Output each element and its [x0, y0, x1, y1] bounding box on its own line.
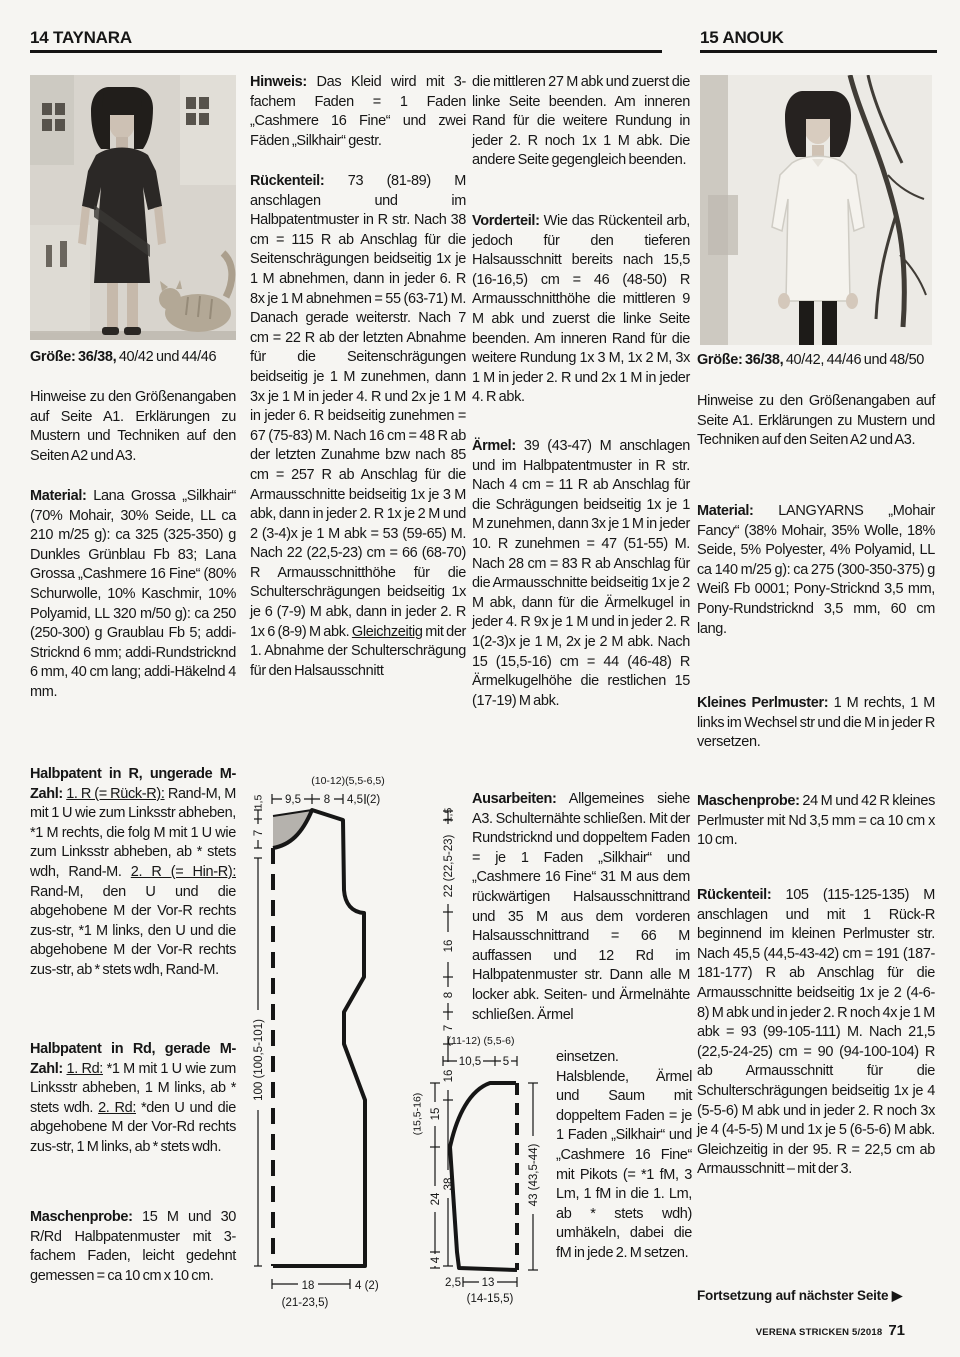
back-label: Rückenteil:: [250, 173, 325, 189]
body-top-note: (10-12)(5,5-6,5): [311, 775, 385, 787]
sleeve-schematic: [405, 1030, 575, 1320]
cuff-inset: 2,5: [445, 1277, 461, 1289]
taynara-back-continuation: die mittleren 27 M abk und zuerst die linke Seite beenden. Am inneren Rand für die weitere Rundung in jeder 2. R noch 1x 1 M abk. Die andere Seite gegengleich beenden.: [472, 74, 690, 169]
material-text: Lana Grossa „Silkhair“ (70% Mohair, 30% Seide, LL ca 210 m/25 g): ca 325 (325-350) g Dunkles Grünblau Fb 83; Lana Grossa „Cashmere 16 Fine“ (80% Schurwolle, 10% Kaschmir, 10% Polyamid, LL 320 m/50 g): ca 250 (250-300) g Graublau Fb 5; addi-Stricknd 6 mm; addi-Rundstricknd 6 mm, 40 cm lang; addi-Häkelnd 4 mm.: [30, 488, 236, 700]
hem-straight: 38: [443, 1177, 456, 1191]
material-label: Material:: [697, 503, 754, 519]
hem-extra: 4 (2): [355, 1280, 379, 1292]
right-shoe: [124, 327, 141, 335]
finishing-text-1: Allgemeines siehe A3. Schulternähte schließen. Mit der Rundstricknd und doppeltem Faden = je 1 Faden „Silkhair“ und „Cashmere 16 Fine“ 31 M aus dem rückwärtigen Halsausschnittrand und 35 M aus dem vorderen Halsausschnittrand = 66 M auffassen und 12 Rd im Halbpatenmuster str. Dann alle M locker abk. Seiten- und Ärmelnähte schließen. Ärmel: [472, 791, 690, 1023]
taynara-finishing: [472, 790, 690, 1025]
model-photo-anouk: [700, 75, 932, 345]
taynara-material: [30, 487, 236, 703]
anouk-material: [697, 502, 935, 639]
taynara-halbpatent-r: [30, 765, 236, 981]
shoulder-slope: 1,5: [442, 807, 455, 823]
neck-width: 9,5: [285, 794, 301, 806]
back-text: 105 (115-125-135) M anschlagen und mit 1 Rück-R beginnend im kleinen Perlmuster str. Nach 45,5 (44,5-43-42) cm = 191 (187-181-177) R ab Anschlag für die Armausschnitte beidseitig 1x je 2 (4-6-8) M abk und in jeder 2. R noch 4x je 1 M abk = 93 (99-105-111) M. Nach 21,5 (22,5-24-25) cm = 90 (94-100-104) R ab Armausschnitt für die Schulterschrägungen beidseitig 1x je 4 (5-5-6) M abk und in jeder 2. R noch 3x je 4 (4-5-5) M und 1x je 5 (6-5-6) M abk. Gleichzeitig in der 95. R = 22,5 cm ab Armausschnitt – mit der 3.: [697, 887, 935, 1178]
halbpatent-rd-label: Halbpatent in Rd, gerade M-Zahl:: [30, 1041, 236, 1077]
body-outline: [273, 810, 365, 1266]
left-pattern-header: 14 TAYNARA: [30, 28, 132, 47]
left-leg: [107, 283, 118, 329]
page-footer: [690, 1322, 905, 1340]
size-rest: 40/42, 44/46 und 48/50: [783, 352, 924, 368]
anouk-gauge: [697, 792, 935, 851]
round1-label: 1. Rd:: [66, 1060, 103, 1077]
row1-label: 1. R (= Rück-R):: [66, 785, 165, 802]
seed-stitch-text: 1 M rechts, 1 M links im Wechsel str und die M in jeder R versetzen.: [697, 695, 935, 751]
right-leg: [127, 283, 138, 329]
sleeve-top-note: (11-12) (5,5-6): [447, 1035, 515, 1047]
gauge-label: Maschenprobe:: [30, 1209, 133, 1225]
taynara-front-panel: [472, 212, 690, 408]
anouk-back-panel: [697, 886, 935, 1180]
hint-label: Hinweis:: [250, 74, 307, 90]
hem-width-note: (21-23,5): [281, 1297, 329, 1309]
right-hand: [846, 293, 858, 309]
magazine-issue: VERENA STRICKEN 5/2018: [755, 1327, 883, 1338]
material-text: LANGYARNS „Mohair Fancy“ (38% Mohair, 35% Wolle, 18% Seide, 5% Polyester, 4% Polyamid, LL ca 140 m/25 g): ca 275 (300-350-375) g Weiß Fb 0001; Pony-Stricknd 3,5 mm, Pony-Rundstricknd 3,5 mm, 60 cm lang.: [697, 503, 935, 637]
right-header-rule: [700, 50, 937, 53]
gauge-label: Maschenprobe:: [697, 793, 800, 809]
cap-top-width: 5: [502, 1056, 510, 1068]
seed-stitch-label: Kleines Perlmuster:: [697, 695, 829, 711]
right-pant-leg: [822, 301, 837, 345]
size-main: 36/38,: [745, 352, 784, 368]
round2-label: 2. Rd:: [98, 1099, 136, 1116]
anouk-seed-stitch: [697, 694, 935, 753]
size-label: Größe:: [697, 352, 743, 368]
row1-text: Rand-M, M mit 1 U wie zum Linksstr abheben, *1 M rechts, die folg M mit 1 U wie zum Linksstr abheben, ab * stets wdh, Rand-M.: [30, 785, 236, 880]
right-pattern-header: 15 ANOUK: [700, 28, 784, 47]
left-shoe: [102, 327, 119, 335]
cuff-width-note: (14-15,5): [466, 1293, 514, 1305]
fringe: [798, 97, 838, 111]
continuation-note: Fortsetzung auf nächster Seite ▶: [697, 1288, 903, 1303]
armhole-depth: 22 (22,5-23): [443, 834, 456, 898]
row2-label: 2. R (= Hin-R):: [130, 863, 236, 880]
bust-straight: 16: [443, 939, 456, 953]
anouk-sizes: [697, 351, 935, 371]
front-neck-depth: 7: [253, 829, 266, 837]
hint-text: Das Kleid wird mit 3-fachem Faden = 1 Faden „Cashmere 16 Fine“ und zwei Fäden „Silkhair“ gestr.: [250, 74, 466, 149]
body-total-height: 100 (100,5-101): [253, 1019, 266, 1101]
increase-section: 8: [443, 991, 456, 999]
back-text-1: 73 (81-89) M anschlagen und im Halbpatentmuster in R str. Nach 38 cm = 115 R ab Anschlag für die Seitenschrägungen beidseitig 1x je 1 M abnehmen, dann in jeder 6. R 8x je 1 M abnehmen = 55 (63-71) M. Danach gerade weiterstr. Nach 7 cm = 22 R ab der letzten Abnahme für die Seitenschrägungen beidseitig je 1 M zunehmen, dann 3x je 1 M in jeder 4. R und 2x je 1 M in jeder 6. R beidseitig zunehmen = 67 (75-83) M. Nach 16 cm = 48 R ab der letzten Zunahme bzw nach 85 cm = 257 R ab Anschlag für die Armausschnitte beidseitig 1x je 3 M abk, dann in jeder 2. R 1x je 2 M und 2 (3-4)x je 1 M abk = 53 (59-65) M. Nach 22 (22,5-23) cm = 66 (68-70) R Armausschnitthöhe für die Schulterschrägungen beidseitig 1x je 6 (7-9) M abk, dann in jeder 2. R 1x 6 (8-9) M abk.: [250, 173, 466, 640]
taynara-back-panel: [250, 172, 466, 681]
taynara-photo-art: [30, 75, 236, 340]
front-text: Wie das Rückenteil arb, jedoch für den tieferen Halsausschnitt bereits nach 15,5 (16-16,5) cm = 46 (48-50) R Armausschnitthöhe die mittleren 9 M abk und zuerst die linke Seite beenden. Am inneren Rand für die weitere Rundung 1x 3 M, 1x 2 M, 3x 1 M in jeder 2. R und 2x 1 M in jeder 4. R abk.: [472, 213, 690, 406]
cuff-length: 4: [430, 1256, 443, 1264]
neck: [116, 137, 128, 149]
page-number: 71: [888, 1322, 905, 1339]
sleeve-mid-length: 24: [430, 1192, 443, 1206]
left-header-rule: [30, 50, 662, 53]
sleeve-text: 39 (43-47) M anschlagen und im Halbpatentmuster in R str. Nach 4 cm = 11 R ab Anschlag für die Schrägungen beidseitig 1x je 1 M zunehmen, dann 3x je 1 M in jeder 10. R zunehmen = 47 (51-55) M. Nach 28 cm = 83 R ab Anschlag für die Armausschnitte beidseitig 1x je 2 M abk, dann für die Ärmelkugel in jeder 4. R 9x je 1 M und in jeder 2. R 1(2-3)x je 1 M, 2x je 2 M abk. Nach 15 (15,5-16) cm = 44 (46-48) R Ärmelkugelhöhe die restlichen 15 (17-19) M abk.: [472, 438, 690, 709]
sleeve-label: Ärmel:: [472, 438, 516, 454]
gauge-text: 15 M und 30 R/Rd Halbpatenmuster mit 3-fachem Faden, leicht gedehnt gemessen = ca 10 cm x 10 cm.: [30, 1209, 236, 1284]
back-neck-depth: 1,5: [252, 794, 265, 810]
left-hand: [778, 293, 790, 309]
shoulder-width: 8: [323, 794, 331, 806]
model-photo-taynara: [30, 75, 236, 340]
wall-light: [180, 75, 236, 185]
taynara-size-note: Hinweise zu den Größenangaben auf Seite A1. Erklärungen zu Mustern und Techniken auf den Seiten A2 und A3.: [30, 389, 236, 464]
finishing-label: Ausarbeiten:: [472, 791, 557, 807]
taynara-sizes: [30, 348, 236, 368]
halbpatent-r-label: Halbpatent in R, ungerade M-Zahl:: [30, 766, 236, 802]
back-label: Rückenteil:: [697, 887, 772, 903]
size-label: Größe:: [30, 349, 76, 365]
material-label: Material:: [30, 488, 87, 504]
taynara-sleeve: [472, 437, 690, 711]
size-rest: 40/42 und 44/46: [116, 349, 217, 365]
anouk-photo-art: [700, 75, 932, 345]
anouk-size-note: Hinweise zu den Größenangaben auf Seite A1. Erklärungen zu Mustern und Techniken auf den Seiten A2 und A3.: [697, 393, 935, 449]
cuff-half-width: 13: [481, 1277, 495, 1289]
taynara-gauge: [30, 1208, 236, 1286]
hem-half-width: 18: [301, 1280, 315, 1292]
size-main: 36/38,: [78, 349, 117, 365]
decrease-section: 16: [443, 1069, 456, 1083]
taynara-hint: [250, 73, 466, 151]
cat-head: [159, 288, 181, 310]
sleeve-total-length: 43 (43,5-44): [528, 1143, 541, 1207]
taynara-halbpatent-rd: [30, 1040, 236, 1158]
back-simultaneous: Gleichzeitig: [351, 623, 423, 640]
cap-height: 15: [430, 1107, 443, 1121]
gauge-text: 24 M und 42 R kleines Perlmuster mit Nd 3,5 mm = ca 10 cm x 10 cm.: [697, 793, 935, 849]
taynara-finishing-narrow: einsetzen. Halsblende, Ärmel und Saum mit doppeltem Faden = je 1 Faden „Silkhair“ und „Cashmere 16 Fine“ mit Pikots (= *1 fM, 3 Lm, 1 fM in die 1. Lm, ab * stets wdh) umhäkeln, dabei die fM in jede 2. M setzen.: [556, 1049, 692, 1261]
round2-text: *den U und die abgehobene M der Vor-Rd rechts zus-str, 1 M links, ab * stets wdh.: [30, 1099, 236, 1155]
waist-straight: 7: [443, 1024, 456, 1032]
round1-text: *1 M mit 1 U wie zum Linksstr abheben, 1 M links, ab * stets wdh.: [30, 1060, 236, 1116]
armhole-width: 4,5 (2): [347, 794, 381, 806]
fringe: [102, 93, 142, 107]
row2-text: Rand-M, den U und die abgehobene M der Vor-R rechts zus-str, *1 M links, den U und die abgehobene M der Vor-R rechts zus-str, ab * stets wdh, Rand-M.: [30, 883, 236, 978]
cap-base-width: 10,5: [458, 1056, 482, 1068]
wall-patch: [708, 195, 738, 255]
left-pant-leg: [799, 301, 814, 345]
cap-height-note: (15,5-16): [411, 1092, 424, 1136]
front-label: Vorderteil:: [472, 213, 540, 229]
back-text-2: mit der 1. Abnahme der Schulterschrägung für den Halsausschnitt: [250, 623, 467, 679]
sleeve-outline: [450, 1083, 517, 1270]
